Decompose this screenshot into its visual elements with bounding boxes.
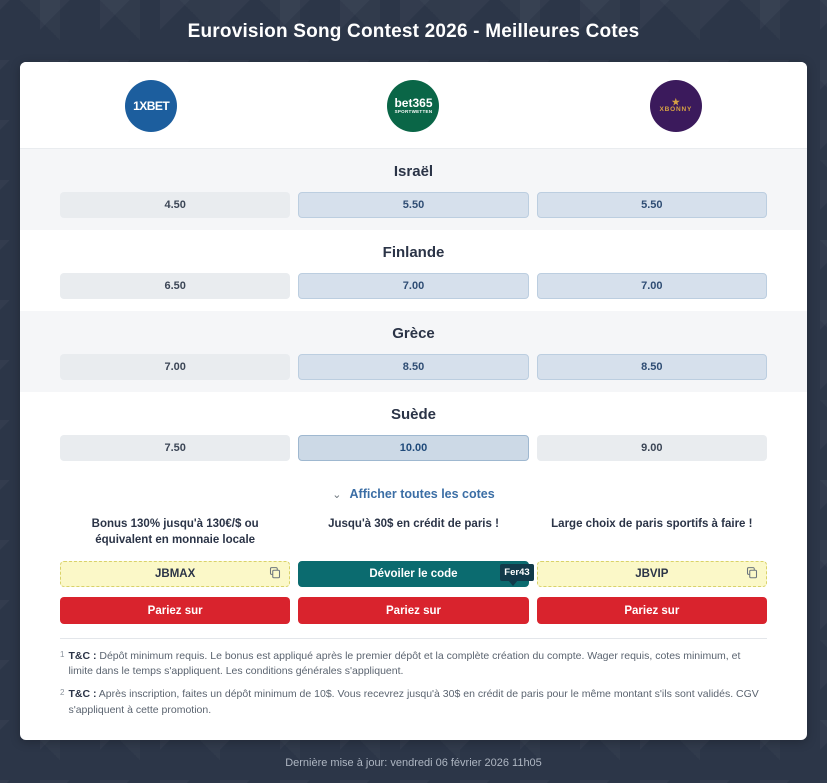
odd-cell[interactable]: 7.50 [60, 435, 290, 461]
bet-button[interactable]: Pariez sur [537, 597, 767, 624]
odd-cell[interactable]: 6.50 [60, 273, 290, 299]
bookmaker-cell-2[interactable] [282, 80, 544, 132]
odd-cell[interactable]: 7.00 [298, 273, 528, 299]
footnote-label: T&C : [68, 688, 97, 701]
footnote-text: Après inscription, faites un dépôt minimum de 10$. Vous recevrez jusqu'à 30$ en crédit de paris pour le même montant s'ils sont validés. CGV s'appliquent à cette promotion. [68, 688, 759, 716]
promo-code-text: JBMAX [155, 568, 196, 580]
odd-cell[interactable]: 5.50 [298, 192, 528, 218]
footnote-text: Dépôt minimum requis. Le bonus est appliqué après le premier dépôt et la complète création du compte. Wager requis, cotes minimum, et limite dans le temps s'appliquent. Les conditions générales s'appliquent. [68, 650, 741, 678]
country-name: Finlande [382, 244, 445, 261]
offer-description: Jusqu'à 30$ en crédit de paris ! [328, 518, 499, 530]
odds-row [20, 273, 807, 299]
odds-card [20, 62, 807, 740]
odds-row [20, 354, 807, 380]
footnotes [60, 638, 767, 740]
odd-cell[interactable]: 4.50 [60, 192, 290, 218]
reveal-code-label: Dévoiler le code [369, 568, 458, 580]
reveal-code-tag: Fer43 [500, 564, 533, 581]
chevron-down-icon: ⌄ [332, 488, 342, 501]
bookmaker-logo-row [20, 62, 807, 149]
odd-cell[interactable]: 7.00 [537, 273, 767, 299]
odd-cell-best[interactable]: 10.00 [298, 435, 528, 461]
promo-code-text: JBVIP [635, 568, 669, 580]
country-block-finlande [20, 230, 807, 311]
country-block-grece [20, 311, 807, 392]
bet-button[interactable]: Pariez sur [298, 597, 528, 624]
odd-cell[interactable]: 9.00 [537, 435, 767, 461]
footnote-marker: 2 [60, 688, 65, 698]
offer-cell-3 [537, 517, 767, 624]
odd-cell[interactable]: 8.50 [537, 354, 767, 380]
last-updated-text: Dernière mise à jour: vendredi 06 février 2026 11h05 [285, 756, 542, 769]
1xbet-logo-icon[interactable] [125, 80, 177, 132]
footnote-label: T&C : [68, 650, 97, 662]
country-name: Israël [393, 163, 434, 180]
bookmaker-cell-1[interactable] [20, 80, 282, 132]
copy-icon[interactable] [269, 567, 281, 582]
bookmaker-cell-3[interactable] [545, 80, 807, 132]
country-name: Suède [390, 406, 436, 423]
offer-description: Large choix de paris sportifs à faire ! [551, 518, 753, 530]
page-title: Eurovision Song Contest 2026 - Meilleures Cotes [187, 21, 640, 42]
offers-row [20, 517, 807, 624]
reveal-code-box[interactable] [298, 561, 528, 587]
copy-icon[interactable] [746, 567, 758, 582]
promo-code-box[interactable] [60, 561, 290, 587]
odd-cell[interactable]: 5.50 [537, 192, 767, 218]
bet-button[interactable]: Pariez sur [60, 597, 290, 624]
xbonny-star-icon: ★ [671, 96, 680, 107]
offer-cell-1 [60, 517, 290, 624]
xbonny-logo-text: XBONNY [659, 106, 693, 114]
odd-cell[interactable]: 8.50 [298, 354, 528, 380]
bet365-logo-subtext: SPORTWETTEN [394, 109, 433, 115]
show-all-odds-label: Afficher toutes les cotes [349, 487, 495, 501]
xbonny-logo-icon[interactable] [650, 80, 702, 132]
offer-description: Bonus 130% jusqu'à 130€/$ ou équivalent en monnaie locale [91, 518, 259, 546]
odd-cell[interactable]: 7.00 [60, 354, 290, 380]
bet365-logo-text: bet365 [394, 95, 433, 110]
bet365-logo-icon[interactable] [387, 80, 439, 132]
country-name: Grèce [392, 325, 435, 342]
odds-row [20, 435, 807, 461]
show-all-odds-button[interactable] [20, 473, 807, 517]
offer-cell-2 [298, 517, 528, 624]
footnote-marker: 1 [60, 650, 65, 659]
footnote-item [60, 649, 767, 679]
footnote-item [60, 687, 767, 717]
1xbet-logo-text: 1XBET [133, 98, 170, 113]
country-block-israel [20, 149, 807, 230]
odds-row [20, 192, 807, 218]
promo-code-box[interactable] [537, 561, 767, 587]
country-block-suede [20, 392, 807, 473]
